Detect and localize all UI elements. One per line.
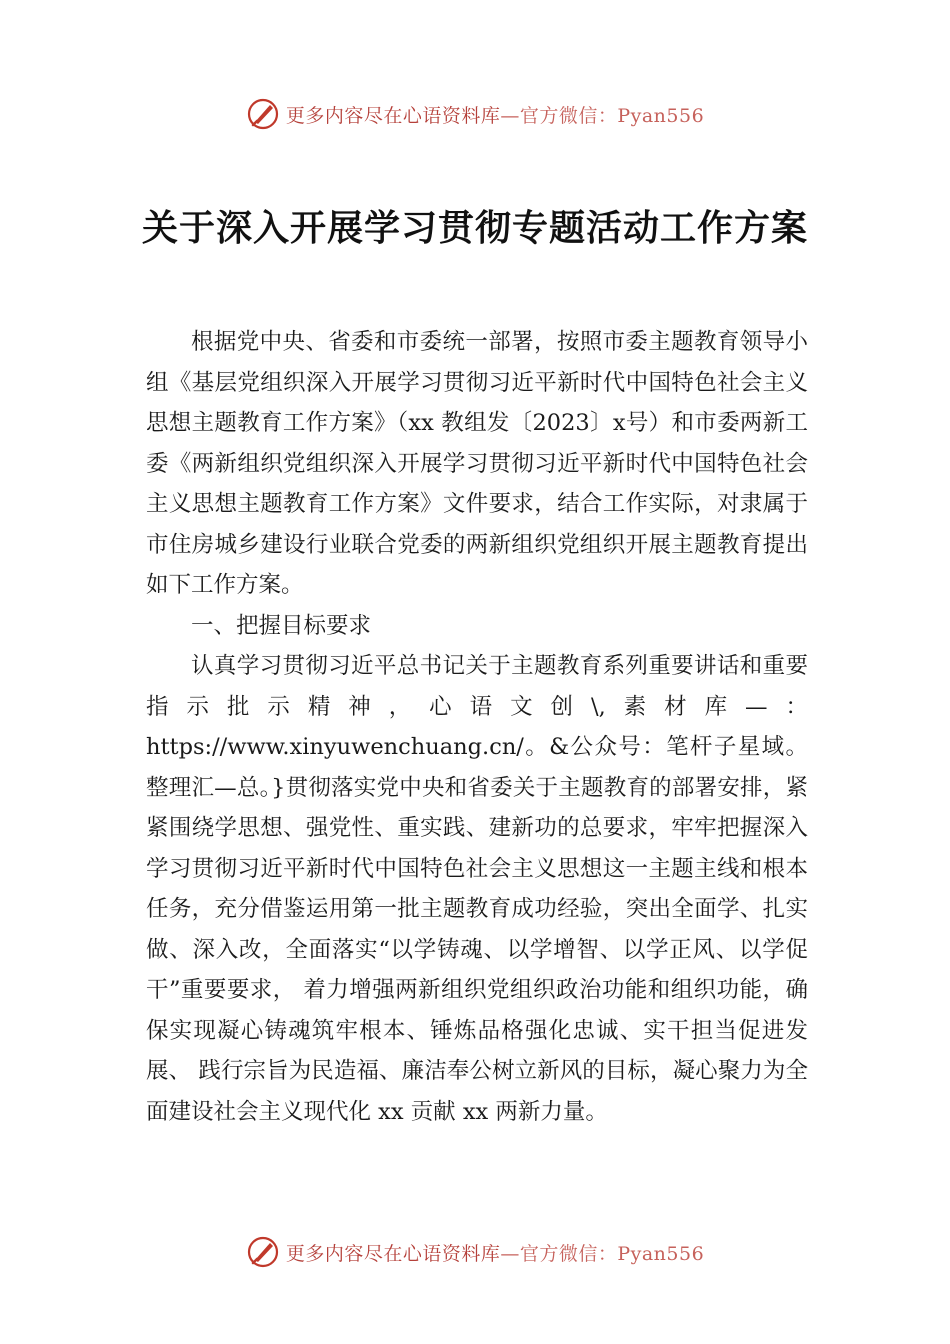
header-watermark [0,94,950,134]
document-title: 关于深入开展学习贯彻专题活动工作方案 [141,207,808,249]
paragraph: 根据党中央、省委和市委统一部署，按照市委主题教育领导小组《基层党组织深入开展学习贯彻习近平新时代中国特色社会主义思想主题教育工作方案》（xx 教组发〔2023〕x号）和市委两新工委《两新组织党组织深入开展学习贯彻习近平新时代中国特色社会主义思想主题教育工作方案》文件要求，结合工作实际，对隶属于市住房城乡建设行业联合党委的两新组织党组织开展主题教育提出如下工作方案。 [146,329,808,598]
watermark-text: 更多内容尽在心语资料库—官方微信：Pyan556 [285,104,705,127]
footer-watermark [0,1232,950,1272]
document-body [146,322,808,1132]
paragraph: 认真学习贯彻习近平总书记关于主题教育系列重要讲话和重要指示批示精神，心语文创\,素材库—：https://www.xinyuwenchuang.cn/。&公众号：笔杆子星域。整理汇—总。}贯彻落实党中央和省委关于主题教育的部署安排，紧紧围绕学思想、强党性、重实践、建新功的总要求，牢牢把握深入学习贯彻习近平新时代中国特色社会主义思想这一主题主线和根本任务，充分借鉴运用第一批主题教育成功经验，突出全面学、扎实做、深入改，全面落实“以学铸魂、以学增智、以学正风、以学促干”重要要求， 着力增强两新组织党组织政治功能和组织功能，确保实现凝心铸魂筑牢根本、锤炼品格强化忠诚、实干担当促进发展、 践行宗旨为民造福、廉洁奉公树立新风的目标，凝心聚力为全面建设社会主义现代化 xx 贡献 xx 两新力量。 [146,653,808,1125]
quill-logo-icon [246,1235,280,1269]
watermark-text: 更多内容尽在心语资料库—官方微信：Pyan556 [285,1242,705,1265]
quill-logo-icon [246,97,280,131]
section-heading: 一、把握目标要求 [191,612,372,639]
